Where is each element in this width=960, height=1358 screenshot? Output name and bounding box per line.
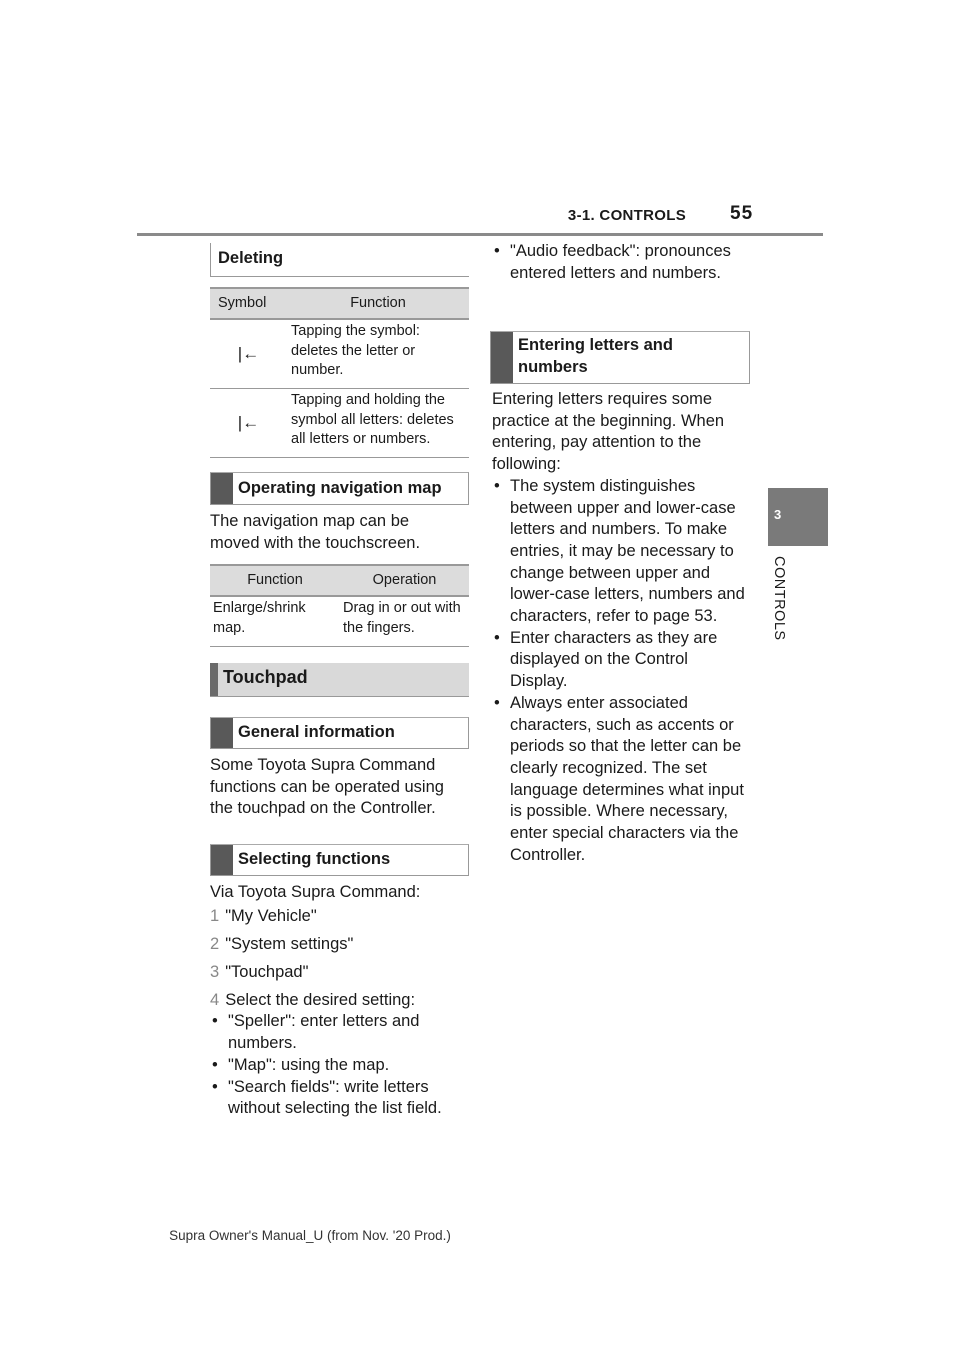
entering-text: Entering letters requires some practice at the beginning. When entering, pay attention to the following: [492, 390, 725, 474]
table-row: |← Tapping the symbol: deletes the letter or number. [210, 319, 469, 389]
right-bullet-top [492, 241, 742, 284]
chapter-number: 3 [774, 507, 782, 522]
step: 2 "System settings" [210, 934, 354, 953]
heading-deleting: Deleting [210, 243, 469, 277]
col-symbol: Symbol [210, 288, 287, 319]
nav-map-table [210, 564, 469, 647]
deleting-table [210, 287, 469, 458]
footer: Supra Owner's Manual_U (from Nov. '20 Prod.) [169, 1228, 451, 1243]
header-rule [137, 233, 823, 236]
chapter-tab [768, 488, 828, 546]
step: 3 "Touchpad" [210, 962, 309, 981]
col-operation: Operation [340, 565, 469, 596]
bullet-item: • "Map": using the map. [210, 1055, 470, 1077]
selecting-intro: Via Toyota Supra Command: [210, 883, 421, 901]
delete-icon: |← [210, 319, 287, 389]
bullet-item: • "Speller": enter letters and numbers. [210, 1011, 470, 1054]
step: 1 "My Vehicle" [210, 906, 317, 925]
table-row: |← Tapping and holding the symbol all letters: deletes all letters or numbers. [210, 389, 469, 458]
heading-nav-map: Operating navigation map [210, 472, 469, 505]
heading-touchpad: Touchpad [210, 663, 469, 697]
col-function: Function [287, 288, 469, 319]
heading-entering: Entering letters and numbers [490, 331, 750, 384]
entering-content [492, 389, 748, 866]
bullet-item: • "Search fields": write letters without selecting the list field. [210, 1077, 470, 1120]
general-text: Some Toyota Supra Command functions can be operated using the touchpad on the Controller. [210, 756, 444, 818]
step: 4 Select the desired setting: [210, 990, 416, 1009]
selecting-content [210, 882, 470, 1120]
page-number: 55 [730, 203, 754, 224]
bullet-item: • Always enter associated characters, such as accents or periods so that the letter can be clearly recognized. The set language determines what input is possible. Where necessary, enter special characters via the Controller. [492, 693, 748, 867]
heading-general: General information [210, 717, 469, 749]
bullet-item: • Enter characters as they are displayed on the Control Display. [492, 628, 748, 693]
table-row: Enlarge/shrink map. Drag in or out with the fingers. [210, 596, 469, 647]
heading-selecting: Selecting functions [210, 844, 469, 876]
chapter-label: CONTROLS [771, 556, 787, 641]
bullet-item: • The system distinguishes between upper and lower-case letters and numbers. To make entries, it may be necessary to change between upper and lower-case letters, numbers and characters, refer to page 53. [492, 476, 748, 628]
col-function: Function [210, 565, 340, 596]
section-header: 3-1. CONTROLS [567, 207, 686, 224]
nav-map-text: The navigation map can be moved with the touchscreen. [210, 512, 421, 552]
delete-all-icon: |← [210, 389, 287, 458]
bullet-item: • "Audio feedback": pronounces entered letters and numbers. [492, 241, 742, 284]
